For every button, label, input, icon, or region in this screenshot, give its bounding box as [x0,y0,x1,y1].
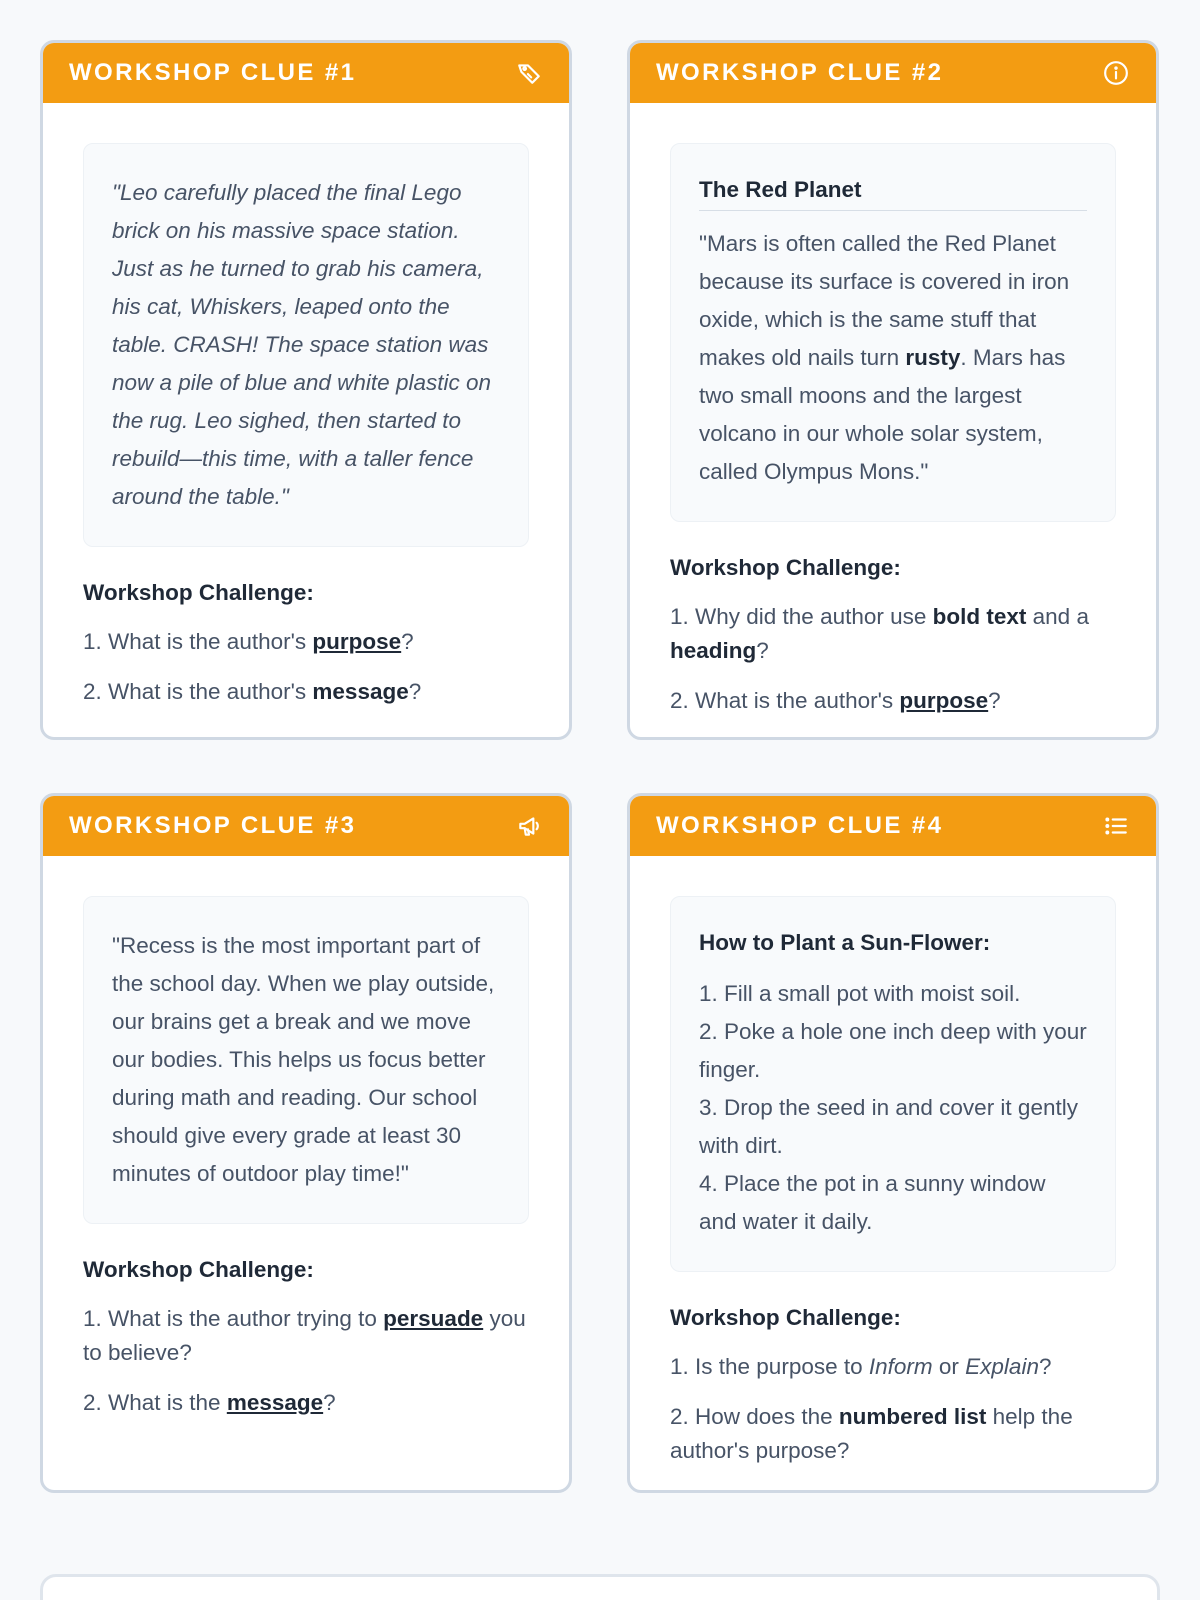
article-heading: The Red Planet [699,174,1087,211]
challenge-title: Workshop Challenge: [83,1257,314,1282]
challenge-title: Workshop Challenge: [670,1305,901,1330]
workshop-clue-card-2 [627,40,1159,740]
instruction-step: 4. Place the pot in a sunny window and water it daily. [699,1171,1046,1234]
info-circle-icon [1102,59,1130,87]
card-title: WORKSHOP CLUE #1 [69,59,357,86]
challenge-question-1: 1. What is the author trying to persuade you to believe? [83,1306,526,1365]
challenge-question-2: 2. How does the numbered list help the author's purpose? [670,1404,1073,1463]
instruction-step: 1. Fill a small pot with moist soil. [699,981,1021,1006]
next-section-card [40,1574,1160,1600]
challenge-question-2: 2. What is the author's purpose? [670,688,1001,713]
card-body [43,856,569,1420]
challenge-question-1: 1. Is the purpose to Inform or Explain? [670,1354,1052,1379]
opinion-excerpt: "Recess is the most important part of the school day. When we play outside, our brains get a break and we move our bodies. This helps us focus better during math and reading. Our school should give every grade at least 30 minutes of outdoor play time!" [83,896,529,1224]
challenge-question-1: 1. Why did the author use bold text and a heading? [670,604,1089,663]
workshop-clue-card-1 [40,40,572,740]
challenge-question-2: 2. What is the author's message? [83,679,422,704]
instructions-heading: How to Plant a Sun-Flower: [699,930,991,955]
card-header [43,43,569,103]
challenge-title: Workshop Challenge: [83,580,314,605]
card-body [630,856,1156,1468]
challenge-question-1: 1. What is the author's purpose? [83,629,414,654]
card-body [43,103,569,709]
card-body [630,103,1156,718]
card-header [630,796,1156,856]
tag-pencil-icon [515,59,543,87]
article-text: "Mars is often called the Red Planet because its surface is covered in iron oxide, which is the same stuff that makes old nails turn rusty. Mars has two small moons and the largest volcano in our whole solar system, called Olympus Mons." [699,231,1070,484]
card-header [630,43,1156,103]
card-title: WORKSHOP CLUE #4 [656,812,944,839]
story-excerpt: "Leo carefully placed the final Lego brick on his massive space station. Just as he turned to grab his camera, his cat, Whiskers, leaped onto the table. CRASH! The space station was now a pile of blue and white plastic on the rug. Leo sighed, then started to rebuild—this time, with a taller fence around the table." [83,143,529,547]
list-icon [1102,812,1130,840]
challenge-title: Workshop Challenge: [670,555,901,580]
instruction-step: 3. Drop the seed in and cover it gently with dirt. [699,1095,1078,1158]
card-header [43,796,569,856]
workshop-clue-card-3 [40,793,572,1493]
workshop-clue-card-4 [627,793,1159,1493]
instructions-excerpt [670,896,1116,1272]
megaphone-icon [515,812,543,840]
article-excerpt [670,143,1116,522]
challenge-question-2: 2. What is the message? [83,1390,336,1415]
card-title: WORKSHOP CLUE #3 [69,812,357,839]
instruction-step: 2. Poke a hole one inch deep with your finger. [699,1019,1087,1082]
card-title: WORKSHOP CLUE #2 [656,59,944,86]
